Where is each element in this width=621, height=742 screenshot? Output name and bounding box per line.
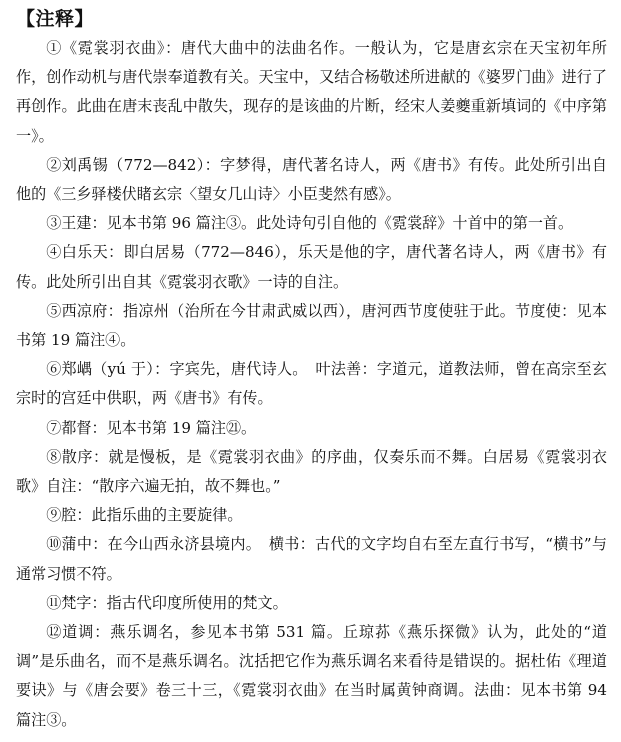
note-text: 梵字：指古代印度所使用的梵文。 bbox=[61, 593, 288, 612]
note-text: 白乐天：即白居易（772—846），乐天是他的字，唐代著名诗人，两《唐书》有传。此处所引出自其《霓裳羽衣歌》一诗的自注。 bbox=[16, 243, 607, 291]
note-number: ② bbox=[46, 155, 62, 174]
note-number: ⑫ bbox=[46, 623, 63, 642]
note-3 bbox=[16, 209, 607, 238]
notes-heading: 【注释】 bbox=[16, 8, 95, 30]
note-text: 刘禹锡（772—842）：字梦得，唐代著名诗人，两《唐书》有传。此处所引出自他的《三乡驿楼伏睹玄宗〈望女几山诗〉小臣斐然有感》。 bbox=[16, 155, 607, 204]
note-4 bbox=[16, 238, 607, 296]
note-text: 王建：见本书第 96 篇注③。此处诗句引自他的《霓裳辞》十首中的第一首。 bbox=[61, 214, 574, 233]
note-number: ⑧ bbox=[46, 447, 62, 466]
note-10 bbox=[16, 530, 607, 588]
note-1 bbox=[16, 34, 607, 151]
note-7 bbox=[16, 414, 607, 443]
note-text: 道调：燕乐调名，参见本书第 531 篇。丘琼荪《燕乐探微》认为，此处的“道调”是乐曲名，而不是燕乐调名。沈括把它作为燕乐调名来看待是错误的。据杜佑《理道要诀》与《唐会要》卷三十三，《霓裳羽衣曲》在当时属黄钟商调。法曲：见本书第 94 篇注③。 bbox=[16, 623, 607, 729]
note-2 bbox=[16, 151, 607, 209]
note-text: 蒲中：在今山西永济县境内。 横书：古代的文字均自右至左直行书写，“横书”与通常习惯不符。 bbox=[16, 535, 607, 583]
note-text: 《霓裳羽衣曲》：唐代大曲中的法曲名作。一般认为，它是唐玄宗在天宝初年所作，创作动机与唐代崇奉道教有关。天宝中，又结合杨敬述所进献的《婆罗门曲》进行了再创作。此曲在唐末丧乱中散失，现存的是该曲的片断，经宋人姜夔重新填词的《中序第一》。 bbox=[16, 39, 607, 145]
note-text: 西凉府：指凉州（治所在今甘肃武威以西），唐河西节度使驻于此。节度使：见本书第 19 篇注④。 bbox=[16, 301, 607, 350]
note-number: ③ bbox=[46, 214, 62, 233]
note-6 bbox=[16, 355, 607, 413]
note-number: ⑨ bbox=[46, 506, 62, 525]
note-number: ④ bbox=[46, 243, 62, 262]
note-number: ⑩ bbox=[46, 535, 62, 554]
note-number: ⑥ bbox=[46, 360, 62, 379]
note-11 bbox=[16, 589, 607, 618]
notes-list bbox=[16, 34, 607, 735]
note-12 bbox=[16, 618, 607, 735]
note-text: 腔：此指乐曲的主要旋律。 bbox=[61, 506, 243, 525]
note-number: ⑤ bbox=[46, 301, 62, 320]
note-text: 郑嵎（yú 于）：字宾先，唐代诗人。 叶法善：字道元，道教法师，曾在高宗至玄宗时的宫廷中供职，两《唐书》有传。 bbox=[16, 360, 607, 408]
note-number: ⑪ bbox=[46, 593, 62, 612]
note-text: 散序：就是慢板，是《霓裳羽衣曲》的序曲，仅奏乐而不舞。白居易《霓裳羽衣歌》自注：“散序六遍无拍，故不舞也。” bbox=[16, 447, 607, 496]
note-9 bbox=[16, 501, 607, 530]
note-number: ⑦ bbox=[46, 418, 62, 437]
note-number: ① bbox=[46, 39, 62, 57]
note-5 bbox=[16, 297, 607, 355]
note-text: 都督：见本书第 19 篇注㉑。 bbox=[61, 418, 257, 437]
note-8 bbox=[16, 443, 607, 501]
